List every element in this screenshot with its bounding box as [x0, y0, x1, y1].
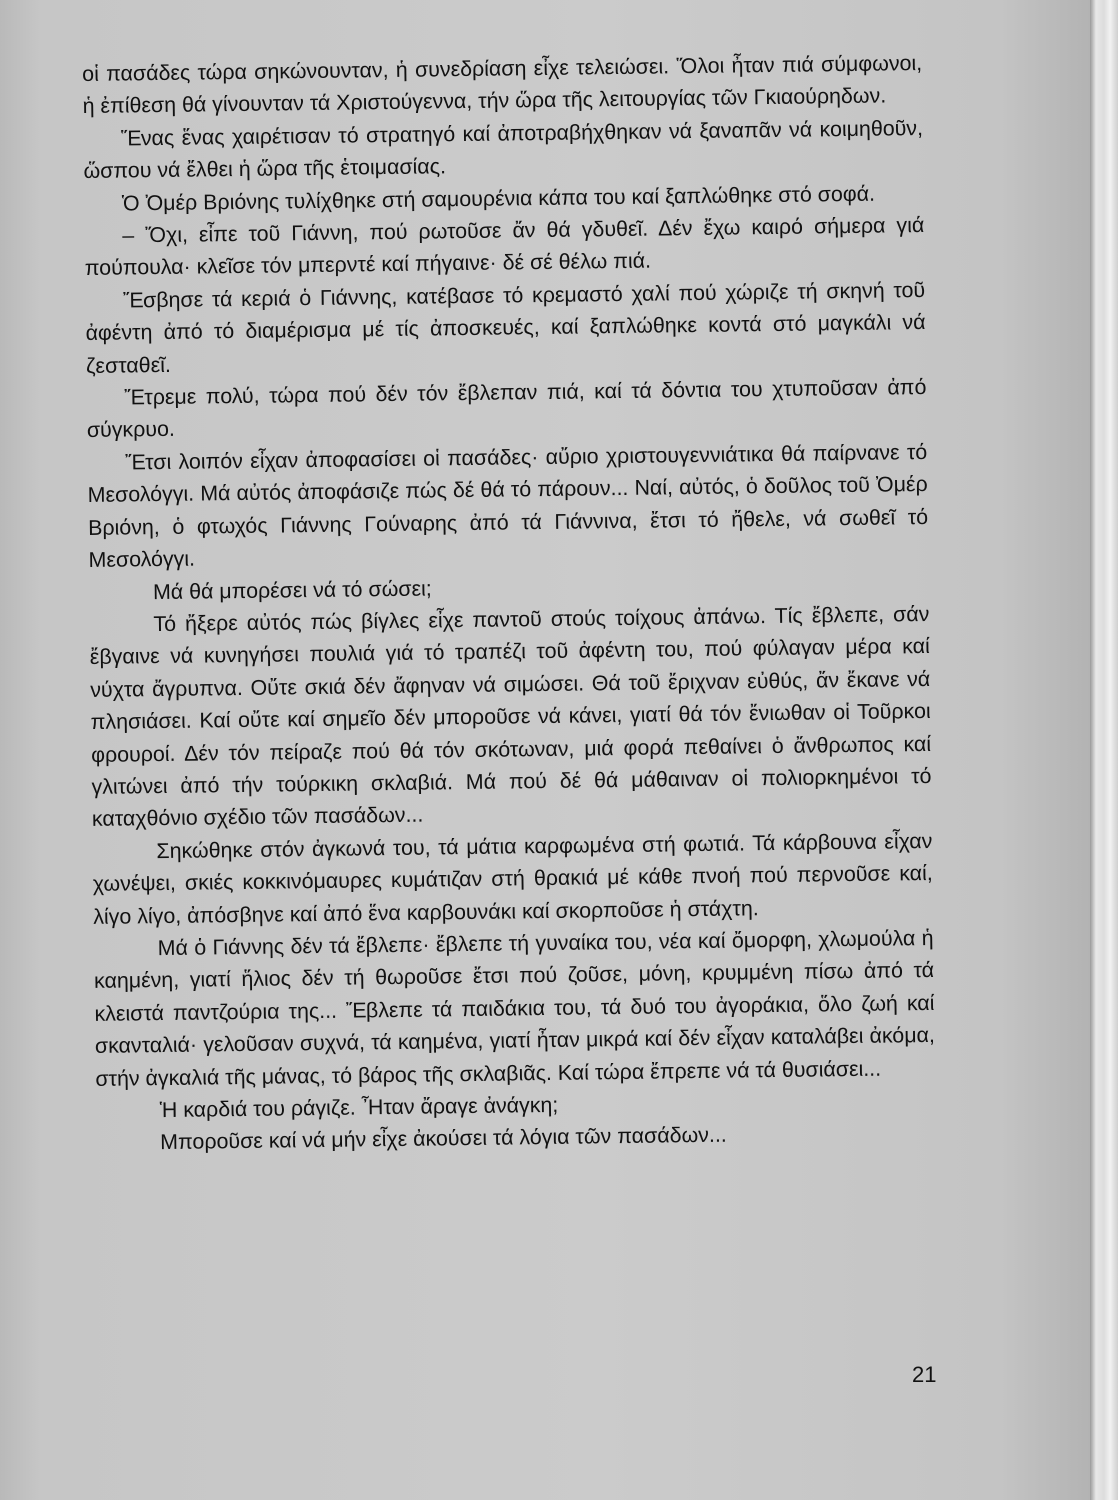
paragraph-5: Ἔσβησε τά κεριά ὁ Γιάννης, κατέβασε τό κρεμαστό χαλί πού χώριζε τή σκηνή τοῦ ἀφέντη ἀπό τό διαμέρισμα μέ τίς ἀποσκευές, καί ξαπλώθηκε κοντά στό μαγκάλι νά ζεσταθεῖ.	[85, 277, 926, 378]
paragraph-13: Μποροῦσε καί νά μήν εἶχε ἀκούσει τά λόγια τῶν πασάδων...	[160, 1123, 727, 1155]
paragraph-8: Μά θά μπορέσει νά τό σώσει;	[152, 575, 432, 604]
paragraph-4: – Ὄχι, εἶπε τοῦ Γιάννη, πού ρωτοῦσε ἄν θά γδυθεῖ. Δέν ἔχω καιρό σήμερα γιά πούπουλα· κλεῖσε τόν μπερντέ καί πήγαινε· δέ σέ θέλω πιά.	[84, 213, 925, 281]
paragraph-10: Σηκώθηκε στόν ἀγκωνά του, τά μάτια καρφωμένα στή φωτιά. Τά κάρβουνα εἶχαν χωνέψει, σκιές κοκκινόμαυρες κυμάτιζαν στή θρακιά μέ κάθε πνοή πού περνοῦσε καί, λίγο λίγο, ἀπόσβηνε καί ἀπό ἕνα καρβουνάκι καί σκορποῦσε ἡ στάχτη.	[92, 828, 933, 929]
page-number: 21	[912, 1362, 937, 1387]
paragraph-9: Τό ἤξερε αὐτός πώς βίγλες εἶχε παντοῦ στούς τοίχους ἀπάνω. Τίς ἔβλεπε, σάν ἔβγαινε νά κυνηγήσει πουλιά γιά τό τραπέζι τοῦ ἀφέντη του, πού φύλαγαν μέρα καί νύχτα ἄγρυπνα. Οὔτε σκιά δέν ἄφηναν νά σιμώσει. Θά τοῦ ἔριχναν εὐθύς, ἄν ἔκανε νά πλησιάσει. Καί οὔτε καί σημεῖο δέν μποροῦσε νά κάνει, γιατί θά τόν ἔνιωθαν οἱ Τοῦρκοι φρουροί. Δέν τόν πείραζε πού θά τόν σκότωναν, μιά φορά πεθαίνει ὁ ἄνθρωπος καί γλιτώνει ἀπό τήν τούρκικη σκλαβιά. Μά πού δέ θά μάθαιναν οἱ πολιορκημένοι τό καταχθόνιο σχέδιο τῶν πασάδων...	[89, 601, 932, 832]
page-stack-edge	[1090, 0, 1118, 1500]
paragraph-2: Ἕνας ἕνας χαιρέτισαν τό στρατηγό καί ἀποτραβήχθηκαν νά ξαναπᾶν νά κοιμηθοῦν, ὥσπου νά ἔλθει ἡ ὥρα τῆς ἑτοιμασίας.	[83, 115, 924, 184]
paragraph-11: Μά ὁ Γιάννης δέν τά ἔβλεπε· ἔβλεπε τή γυναίκα του, νέα καί ὄμορφη, χλωμούλα ἡ καημένη, γιατί ἥλιος δέν τή θωροῦσε ἔτσι πού ζοῦσε, μόνη, κρυμμένη πίσω ἀπό τά κλειστά παντζούρια της... Ἔβλεπε τά παιδάκια του, τά δυό του ἀγοράκια, ὅλο ζωή καί σκανταλιά· γελοῦσαν συχνά, τά καημένα, γιατί ἦταν μικρά καί δέν εἶχαν καταλάβει ἀκόμα, στήν ἀγκαλιά τῆς μάνας, τό βάρος τῆς σκλαβιᾶς. Καί τώρα ἔπρεπε νά τά θυσιάσει...	[93, 925, 936, 1091]
paragraph-12: Ἡ καρδιά του ράγιζε. Ἦταν ἄραγε ἀνάγκη;	[159, 1092, 559, 1123]
paragraph-1: οἱ πασάδες τώρα σηκώνουνταν, ἡ συνεδρίαση εἶχε τελειώσει. Ὅλοι ἦταν πιά σύμφωνοι, ἡ ἐπίθεση θά γίνουνταν τά Χριστούγεννα, τήν ὥρα τῆς λειτουργίας τῶν Γκιαούρηδων.	[82, 51, 923, 119]
body-text	[82, 47, 936, 1160]
paragraph-6: Ἔτρεμε πολύ, τώρα πού δέν τόν ἔβλεπαν πιά, καί τά δόντια του χτυποῦσαν ἀπό σύγκρυο.	[86, 375, 927, 443]
paragraph-3: Ὁ Ὀμέρ Βριόνης τυλίχθηκε στή σαμουρένια κάπα του καί ξαπλώθηκε στό σοφά.	[121, 181, 876, 216]
paragraph-7: Ἔτσι λοιπόν εἶχαν ἀποφασίσει οἱ πασάδες· αὔριο χριστουγεννιάτικα θά παίρνανε τό Μεσολόγγι. Μά αὐτός ἀποφάσιζε πώς δέ θά τό πάρουν... Ναί, αὐτός, ὁ δοῦλος τοῦ Ὀμέρ Βριόνη, ὁ φτωχός Γιάννης Γούναρης ἀπό τά Γιάννινα, ἔτσι τό ἤθελε, νά σωθεῖ τό Μεσολόγγι.	[87, 439, 929, 573]
